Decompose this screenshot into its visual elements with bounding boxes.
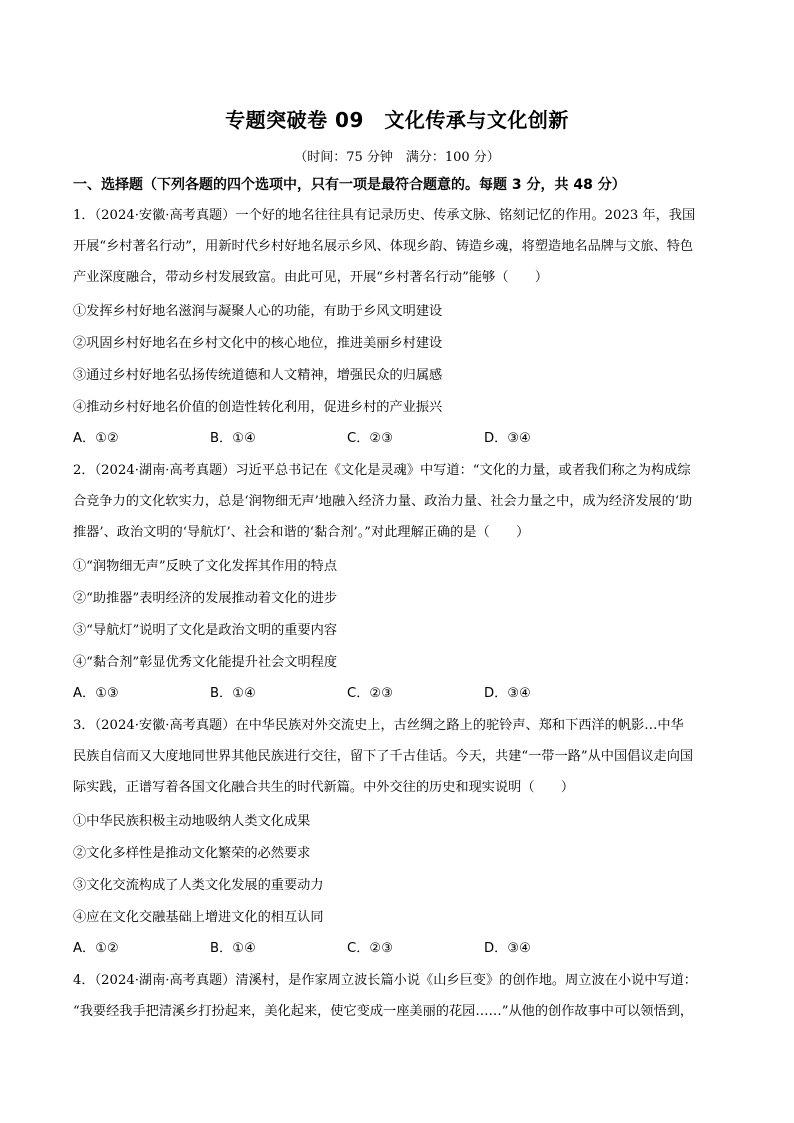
option-text: ③④ — [507, 431, 531, 446]
option-letter: B． — [210, 941, 233, 956]
option-letter: C． — [347, 431, 370, 446]
q1-option-b[interactable] — [210, 429, 256, 449]
option-text: ①③ — [95, 686, 119, 701]
q1-stem-line-1: 1．（2024·安徽·高考真题）一个好的地名往往具有记录历史、传承文脉、铭刻记忆的作用。2023 年，我国 — [73, 208, 696, 223]
q1-option-c[interactable] — [347, 429, 393, 449]
q3-statement-1: ①中华民族积极主动地吸纳人类文化成果 — [73, 814, 311, 829]
option-letter: B． — [210, 431, 233, 446]
option-letter: C． — [347, 686, 370, 701]
q2-statement-3: ③“导航灯”说明了文化是政治文明的重要内容 — [73, 623, 338, 638]
option-text: ②③ — [369, 941, 394, 956]
q3-option-a[interactable] — [73, 939, 119, 959]
q4-stem-line-2: “我要经我手把清溪乡打扮起来，美化起来，使它变成一座美丽的花园……”从他的创作故事中可以领悟到， — [73, 1004, 694, 1019]
option-text: ①② — [95, 431, 119, 446]
option-text: ①④ — [232, 941, 256, 956]
option-text: ②③ — [369, 686, 394, 701]
q1-option-a[interactable] — [73, 429, 119, 449]
q2-statement-4: ④“黏合剂”彰显优秀文化能提升社会文明程度 — [73, 655, 338, 670]
q3-options — [73, 939, 733, 959]
q3-statement-3: ③文化交流构成了人类文化发展的重要动力 — [73, 878, 324, 893]
q2-options — [73, 684, 733, 704]
q2-stem-line-3: 推器’、政治文明的‘导航灯’、社会和谐的‘黏合剂’。”对此理解正确的是（ ） — [73, 525, 530, 540]
option-letter: D． — [484, 941, 508, 956]
option-text: ②③ — [369, 431, 394, 446]
option-text: ①④ — [232, 686, 256, 701]
q3-option-d[interactable] — [484, 939, 531, 959]
q1-statement-2: ②巩固乡村好地名在乡村文化中的核心地位，推进美丽乡村建设 — [73, 336, 443, 351]
q3-statement-2: ②文化多样性是推动文化繁荣的必然要求 — [73, 846, 311, 861]
q3-statement-4: ④应在文化交融基础上增进文化的相互认同 — [73, 910, 324, 925]
option-text: ③④ — [507, 941, 531, 956]
q2-option-b[interactable] — [210, 684, 256, 704]
option-letter: A． — [73, 431, 96, 446]
q1-statement-1: ①发挥乡村好地名滋润与凝聚人心的功能，有助于乡风文明建设 — [73, 304, 443, 319]
page-title: 专题突破卷 09 文化传承与文化创新 — [225, 108, 569, 132]
q3-option-c[interactable] — [347, 939, 393, 959]
q3-stem-line-1: 3．（2024·安徽·高考真题）在中华民族对外交流史上，古丝绸之路上的驼铃声、郑和下西洋的帆影…中华 — [73, 718, 684, 733]
q2-stem-line-1: 2．（2024·湖南·高考真题）习近平总书记在《文化是灵魂》中写道：“文化的力量，或者我们称之为构成综 — [73, 463, 691, 478]
q2-option-d[interactable] — [484, 684, 531, 704]
option-letter: C． — [347, 941, 370, 956]
option-text: ①④ — [232, 431, 256, 446]
q2-option-a[interactable] — [73, 684, 119, 704]
q1-statement-3: ③通过乡村好地名弘扬传统道德和人文精神，增强民众的归属感 — [73, 368, 443, 383]
q2-statement-1: ①“润物细无声”反映了文化发挥其作用的特点 — [73, 559, 338, 574]
q2-statement-2: ②“助推器”表明经济的发展推动着文化的进步 — [73, 591, 338, 606]
option-letter: A． — [73, 686, 96, 701]
option-text: ③④ — [507, 686, 531, 701]
exam-time-score: （时间：75 分钟 满分：100 分） — [294, 150, 500, 165]
q3-stem-line-3: 际实践，正谱写着各国文化融合共生的时代新篇。中外交往的历史和现实说明（ ） — [73, 780, 575, 795]
q2-stem-line-2: 合竞争力的文化软实力，总是‘润物细无声’地融入经济力量、政治力量、社会力量之中，成为经济发展的‘助 — [73, 494, 693, 509]
q1-options — [73, 429, 733, 449]
q3-stem-line-2: 民族自信而又大度地同世界其他民族进行交往，留下了千古佳话。今天，共建“一带一路”从中国倡议走向国 — [73, 749, 694, 764]
option-letter: D． — [484, 431, 508, 446]
q3-option-b[interactable] — [210, 939, 256, 959]
q1-statement-4: ④推动乡村好地名价值的创造性转化利用，促进乡村的产业振兴 — [73, 400, 443, 415]
option-text: ①② — [95, 941, 119, 956]
option-letter: A． — [73, 941, 96, 956]
q1-option-d[interactable] — [484, 429, 531, 449]
q1-stem-line-2: 开展“乡村著名行动”，用新时代乡村好地名展示乡风、体现乡韵、铸造乡魂，将塑造地名品牌与文旅、特色 — [73, 239, 694, 254]
option-letter: B． — [210, 686, 233, 701]
section-heading: 一、选择题（下列各题的四个选项中，只有一项是最符合题意的。每题 3 分，共 48 分） — [73, 177, 626, 193]
q4-stem-line-1: 4．（2024·湖南·高考真题）清溪村，是作家周立波长篇小说《山乡巨变》的创作地。周立波在小说中写道： — [73, 973, 697, 988]
q1-stem-line-3: 产业深度融合，带动乡村发展致富。由此可见，开展“乡村著名行动”能够（ ） — [73, 270, 549, 285]
option-letter: D． — [484, 686, 508, 701]
q2-option-c[interactable] — [347, 684, 393, 704]
